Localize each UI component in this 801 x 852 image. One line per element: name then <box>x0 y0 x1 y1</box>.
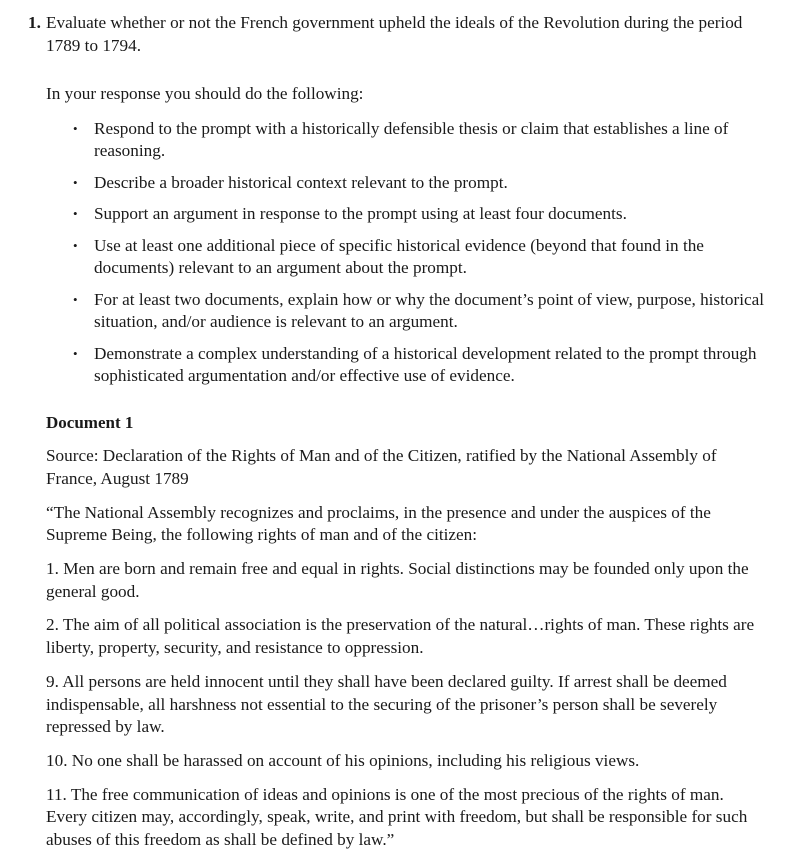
bullet-icon: • <box>73 206 78 222</box>
list-item <box>28 172 765 195</box>
prompt-text: Evaluate whether or not the French government upheld the ideals of the Revolution during the period 1789 to 1794. <box>46 13 743 55</box>
list-item <box>28 235 765 280</box>
list-item <box>28 289 765 334</box>
list-item-label: Support an argument in response to the prompt using at least four documents. <box>94 204 627 224</box>
document-source: Source: Declaration of the Rights of Man and of the Citizen, ratified by the National Assembly of France, August 1789 <box>46 446 717 488</box>
bullet-icon: • <box>73 174 78 190</box>
document-paragraph: 2. The aim of all political association is the preservation of the natural…rights of man. These rights are liberty, property, security, and resistance to oppression. <box>46 615 755 658</box>
document-heading: Document 1 <box>46 412 134 432</box>
list-item <box>28 343 765 388</box>
document-paragraph: 9. All persons are held innocent until they shall have been declared guilty. If arrest shall be deemed indispensable, all harshness not essential to the securing of the prisoner’s person shall be severely repressed by law. <box>46 671 727 737</box>
bullet-icon: • <box>73 237 78 253</box>
prompt-question <box>28 12 765 57</box>
list-item-label: Use at least one additional piece of specific historical evidence (beyond that found in the documents) relevant to an argument about the prompt. <box>94 235 704 278</box>
prompt-number: 1. <box>28 13 41 32</box>
list-item-label: Describe a broader historical context relevant to the prompt. <box>94 172 508 192</box>
bullet-icon: • <box>73 120 78 136</box>
document-excerpt <box>46 412 765 852</box>
document-paragraph: “The National Assembly recognizes and proclaims, in the presence and under the auspices of the Supreme Being, the following rights of man and of the citizen: <box>46 502 711 545</box>
document-paragraph: 1. Men are born and remain free and equal in rights. Social distinctions may be founded only upon the general good. <box>46 558 749 601</box>
bullet-icon: • <box>73 345 78 361</box>
instructions-intro: In your response you should do the following: <box>46 84 364 104</box>
list-item-label: Demonstrate a complex understanding of a historical development related to the prompt through sophisticated argumentation and/or effective use of evidence. <box>94 343 757 386</box>
bullet-icon: • <box>73 291 78 307</box>
list-item <box>28 118 765 163</box>
instructions-list <box>28 118 765 388</box>
list-item-label: For at least two documents, explain how or why the document’s point of view, purpose, historical situation, and/or audience is relevant to an argument. <box>94 289 765 332</box>
document-paragraph: 10. No one shall be harassed on account of his opinions, including his religious views. <box>46 750 640 770</box>
list-item-label: Respond to the prompt with a historically defensible thesis or claim that establishes a line of reasoning. <box>94 118 729 161</box>
document-paragraph: 11. The free communication of ideas and opinions is one of the most precious of the rights of man. Every citizen may, accordingly, speak, write, and print with freedom, but shall be responsible for such abuses of this freedom as shall be defined by law.” <box>46 784 748 850</box>
list-item <box>28 203 765 226</box>
